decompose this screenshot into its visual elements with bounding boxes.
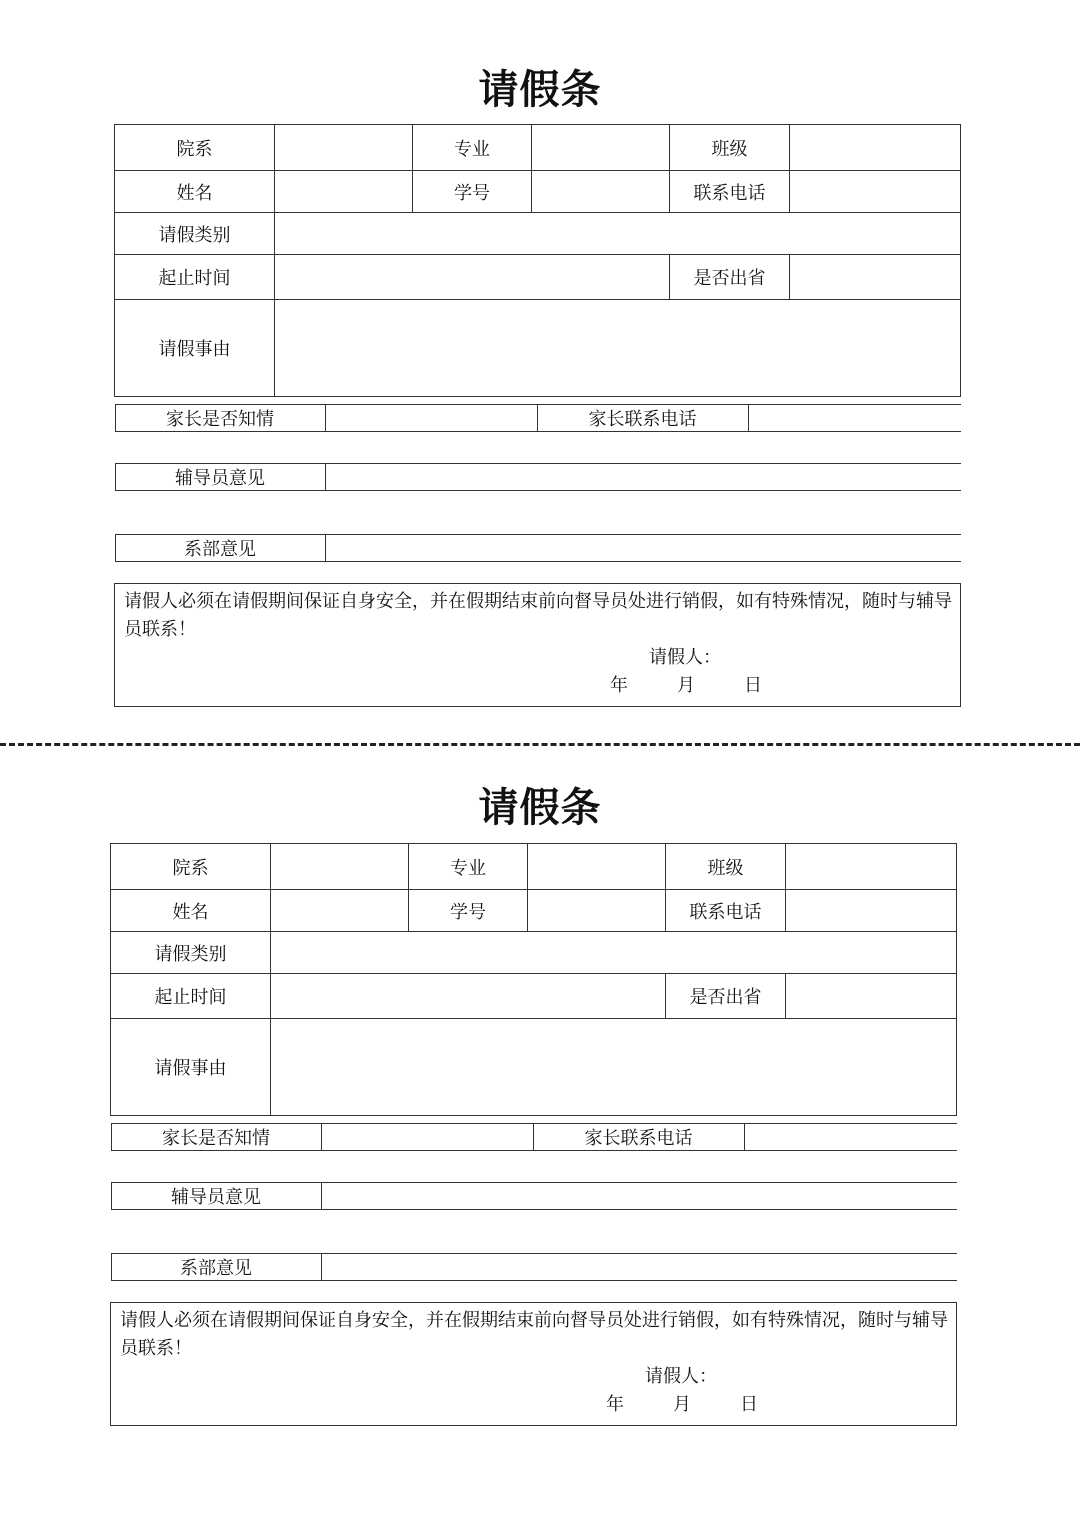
date-day: 日 [740, 1394, 758, 1415]
parent-phone-field[interactable] [748, 405, 961, 432]
label-leave-type: 请假类别 [115, 213, 275, 255]
student-id-field[interactable] [528, 890, 666, 932]
department-field[interactable] [271, 844, 409, 890]
parent-phone-field[interactable] [744, 1124, 957, 1151]
period-field[interactable] [275, 255, 670, 300]
label-department-opinion: 系部意见 [115, 535, 325, 562]
department-opinion-row [115, 514, 961, 584]
date-day: 日 [744, 675, 762, 696]
label-parent-informed: 家长是否知情 [111, 1124, 321, 1151]
label-parent-phone: 家长联系电话 [537, 405, 748, 432]
date-line [120, 1391, 948, 1419]
major-field[interactable] [532, 125, 670, 171]
label-counselor-opinion: 辅导员意见 [111, 1182, 321, 1209]
parent-row [111, 1116, 957, 1159]
label-major: 专业 [409, 844, 528, 890]
label-department-opinion: 系部意见 [111, 1254, 321, 1281]
form-title: 请假条 [478, 785, 602, 831]
student-id-field[interactable] [532, 171, 670, 213]
class-field[interactable] [790, 125, 961, 171]
parent-informed-field[interactable] [321, 1124, 533, 1151]
label-counselor-opinion: 辅导员意见 [115, 463, 325, 490]
leave-type-field[interactable] [275, 213, 961, 255]
department-opinion-field[interactable] [321, 1254, 957, 1281]
phone-field[interactable] [786, 890, 957, 932]
label-phone: 联系电话 [670, 171, 790, 213]
department-opinion-row [111, 1233, 957, 1303]
label-parent-informed: 家长是否知情 [115, 405, 325, 432]
label-phone: 联系电话 [666, 890, 786, 932]
label-leave-type: 请假类别 [111, 932, 271, 974]
label-reason: 请假事由 [111, 1019, 271, 1116]
counselor-opinion-field[interactable] [325, 463, 961, 490]
label-major: 专业 [413, 125, 532, 171]
name-field[interactable] [275, 171, 413, 213]
name-field[interactable] [271, 890, 409, 932]
out-of-province-field[interactable] [786, 974, 957, 1019]
class-field[interactable] [786, 844, 957, 890]
leave-type-field[interactable] [271, 932, 957, 974]
parent-informed-field[interactable] [325, 405, 537, 432]
leave-table [110, 843, 957, 1426]
date-year: 年 [606, 1394, 624, 1415]
department-opinion-field[interactable] [325, 535, 961, 562]
label-class: 班级 [670, 125, 790, 171]
label-period: 起止时间 [115, 255, 275, 300]
label-out-of-province: 是否出省 [666, 974, 786, 1019]
cut-line-divider [0, 743, 1080, 746]
parent-row [115, 397, 961, 440]
date-line [124, 672, 952, 700]
label-department: 院系 [111, 844, 271, 890]
label-reason: 请假事由 [115, 300, 275, 397]
label-parent-phone: 家长联系电话 [533, 1124, 744, 1151]
major-field[interactable] [528, 844, 666, 890]
department-field[interactable] [275, 125, 413, 171]
counselor-opinion-field[interactable] [321, 1182, 957, 1209]
reason-field[interactable] [275, 300, 961, 397]
label-class: 班级 [666, 844, 786, 890]
form-title: 请假条 [478, 67, 602, 113]
counselor-row [111, 1159, 957, 1233]
reason-field[interactable] [271, 1019, 957, 1116]
period-field[interactable] [271, 974, 666, 1019]
signature-label: 请假人： [649, 647, 721, 668]
label-department: 院系 [115, 125, 275, 171]
phone-field[interactable] [790, 171, 961, 213]
label-out-of-province: 是否出省 [670, 255, 790, 300]
date-year: 年 [610, 675, 628, 696]
leave-table [114, 124, 961, 707]
label-student-id: 学号 [413, 171, 532, 213]
notice-cell [115, 584, 961, 707]
signature-label: 请假人： [645, 1366, 717, 1387]
date-month: 月 [677, 675, 695, 696]
label-student-id: 学号 [409, 890, 528, 932]
notice-text: 请假人必须在请假期间保证自身安全，并在假期结束前向督导员处进行销假，如有特殊情况，随时与辅导员联系！ [120, 1310, 948, 1359]
out-of-province-field[interactable] [790, 255, 961, 300]
label-period: 起止时间 [111, 974, 271, 1019]
counselor-row [115, 440, 961, 514]
notice-text: 请假人必须在请假期间保证自身安全，并在假期结束前向督导员处进行销假，如有特殊情况，随时与辅导员联系！ [124, 591, 952, 640]
notice-cell [111, 1303, 957, 1426]
date-month: 月 [673, 1394, 691, 1415]
label-name: 姓名 [111, 890, 271, 932]
label-name: 姓名 [115, 171, 275, 213]
